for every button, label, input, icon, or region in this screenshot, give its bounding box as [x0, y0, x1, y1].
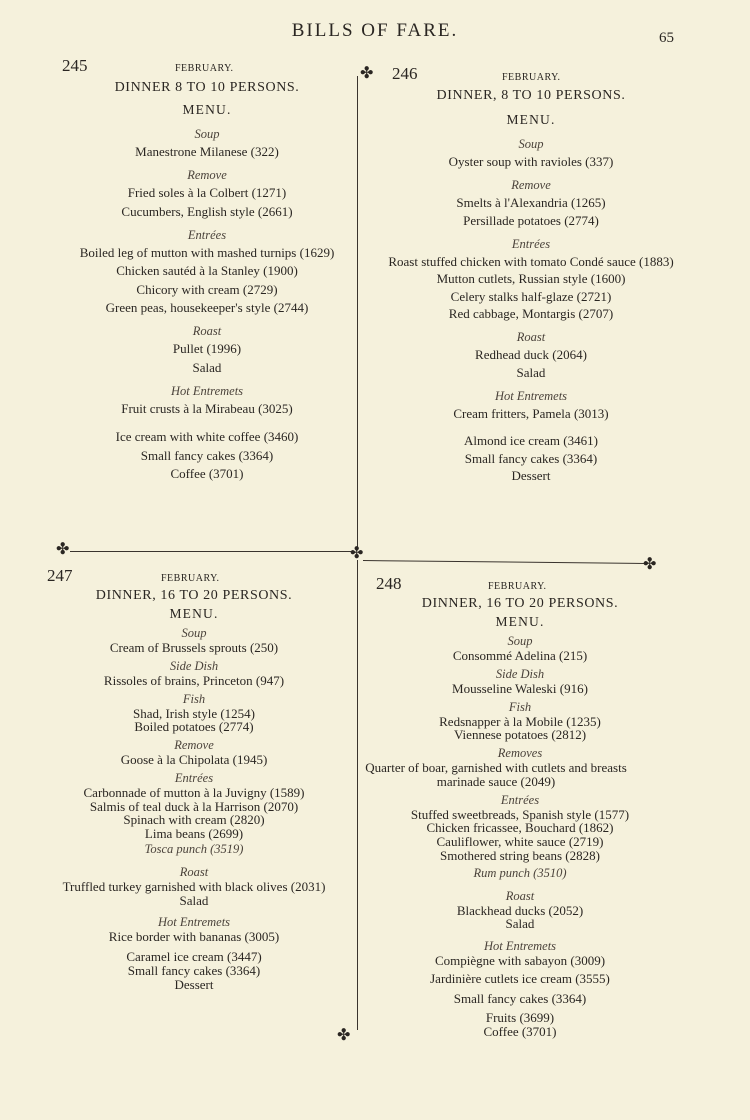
menu-item: Salad — [505, 916, 535, 932]
menu-item: Pullet (1996) — [172, 341, 242, 357]
menu-heading: MENU. — [169, 606, 219, 621]
menu-item: Fruits (3699) — [485, 1010, 555, 1026]
section-heading: Entrées — [500, 792, 540, 807]
section-heading: Roast — [516, 330, 546, 345]
horizontal-divider-left — [70, 551, 352, 552]
menu-item: Chicory with cream (2729) — [136, 281, 278, 297]
section-heading: Entrées — [174, 770, 214, 785]
bill-of-fare-247 — [35, 566, 353, 991]
section-heading: Hot Entremets — [157, 915, 231, 930]
menu-item: Manestrone Milanese (322) — [135, 144, 279, 159]
bill-month: FEBRUARY. — [175, 63, 234, 74]
menu-item: Oyster soup with ravioles (337) — [448, 154, 614, 169]
page-header: BILLS OF FARE. — [291, 20, 459, 41]
menu-item: Salad — [179, 892, 209, 908]
menu-item: Stuffed sweetbreads, Spanish style (1577) — [410, 806, 630, 822]
menu-item: Small fancy cakes (3364) — [464, 450, 598, 466]
menu-item: Coffee (3701) — [483, 1024, 557, 1040]
menu-item: Salmis of teal duck à la Harrison (2070) — [89, 798, 299, 814]
menu-item: Boiled potatoes (2774) — [134, 719, 254, 735]
menu-heading: MENU. — [495, 614, 545, 629]
menu-item: Redsnapper à la Mobile (1235) — [439, 713, 601, 729]
menu-item: Mousseline Waleski (916) — [452, 680, 588, 696]
menu-item: Quarter of boar, garnished with cutlets and breasts marinade sauce (2049) — [365, 760, 627, 789]
ornament-icon: ✤ — [350, 545, 364, 562]
menu-item: Roast stuffed chicken with tomato Condé sauce (1883) — [388, 253, 674, 269]
menu-item: Small fancy cakes (3364) — [453, 990, 587, 1006]
ornament-icon: ✤ — [337, 1027, 351, 1044]
section-heading: Tosca punch (3519) — [144, 841, 244, 856]
ornament-icon: ✤ — [643, 556, 657, 573]
section-heading: Fish — [182, 691, 206, 706]
menu-item: Truffled turkey garnished with black olives (2031) — [62, 878, 326, 894]
menu-item: Blackhead ducks (2052) — [456, 902, 584, 918]
section-heading: Entrées — [511, 236, 551, 251]
menu-item: Fried soles à la Colbert (1271) — [127, 185, 287, 201]
menu-item: Chicken sautéd à la Stanley (1900) — [116, 263, 298, 279]
ornament-icon: ✤ — [360, 65, 374, 82]
bill-month: FEBRUARY. — [502, 72, 561, 83]
menu-item: Fruit crusts à la Mirabeau (3025) — [121, 400, 293, 416]
section-heading: Roast — [192, 324, 222, 339]
menu-item: Mutton cutlets, Russian style (1600) — [436, 271, 626, 287]
menu-item: Chicken fricassee, Bouchard (1862) — [426, 820, 614, 836]
ornament-icon: ✤ — [56, 541, 70, 558]
bill-number: 246 — [392, 64, 418, 83]
menu-item: Green peas, housekeeper's style (2744) — [105, 299, 309, 315]
menu-item: Persillade potatoes (2774) — [463, 212, 599, 228]
section-heading: Hot Entremets — [483, 939, 557, 954]
bill-month: FEBRUARY. — [488, 581, 547, 592]
menu-item: Small fancy cakes (3364) — [140, 447, 274, 463]
bill-month: FEBRUARY. — [161, 573, 220, 584]
menu-heading: MENU. — [182, 102, 232, 117]
menu-item: Spinach with cream (2820) — [123, 812, 265, 828]
menu-item: Dessert — [511, 467, 551, 483]
menu-item: Cauliflower, white sauce (2719) — [436, 834, 604, 850]
section-heading: Entrées — [187, 227, 227, 242]
menu-item: Carbonnade of mutton à la Juvigny (1589) — [83, 784, 305, 800]
menu-item: Ice cream with white coffee (3460) — [115, 429, 299, 445]
menu-item: Compiègne with sabayon (3009) — [434, 953, 606, 969]
section-heading: Roast — [179, 864, 209, 879]
section-heading: Hot Entremets — [494, 388, 568, 403]
menu-item: Salad — [192, 359, 222, 375]
section-heading: Remove — [511, 178, 551, 193]
section-heading: Rum punch (3510) — [473, 865, 567, 880]
menu-item: Almond ice cream (3461) — [464, 433, 598, 449]
section-heading: Soup — [181, 626, 207, 640]
menu-item: Cream of Brussels sprouts (250) — [109, 640, 279, 655]
bill-title: DINNER, 8 TO 10 PERSONS. — [436, 88, 626, 103]
menu-item: Caramel ice cream (3447) — [126, 949, 262, 965]
menu-item: Rice border with bananas (3005) — [108, 929, 280, 945]
menu-item: Rissoles of brains, Princeton (947) — [103, 672, 285, 688]
section-heading: Hot Entremets — [170, 383, 244, 398]
section-heading: Remove — [174, 738, 214, 753]
bill-title: DINNER 8 TO 10 PERSONS. — [114, 80, 300, 95]
bill-title: DINNER, 16 TO 20 PERSONS. — [95, 588, 293, 603]
bill-number: 245 — [62, 56, 88, 75]
menu-heading: MENU. — [506, 112, 556, 127]
menu-item: Coffee (3701) — [170, 465, 244, 481]
section-heading: Soup — [194, 127, 220, 141]
menu-item: Consommé Adelina (215) — [452, 648, 588, 663]
bill-title: DINNER, 16 TO 20 PERSONS. — [421, 596, 619, 611]
menu-item: Dessert — [174, 976, 214, 992]
menu-item: Salad — [516, 364, 546, 380]
page-number: 65 — [659, 30, 674, 46]
section-heading: Remove — [187, 168, 227, 183]
horizontal-divider-right — [363, 560, 645, 564]
menu-item: Smothered string beans (2828) — [440, 847, 600, 863]
section-heading: Removes — [497, 746, 543, 761]
menu-item: Lima beans (2699) — [144, 826, 244, 842]
menu-item: Celery stalks half-glaze (2721) — [450, 288, 612, 304]
bill-of-fare-248 — [360, 574, 680, 1039]
menu-item: Boiled leg of mutton with mashed turnips (1629) — [79, 244, 335, 260]
bill-number: 247 — [47, 566, 73, 585]
menu-item: Cucumbers, English style (2661) — [121, 203, 293, 219]
menu-item: Jardinière cutlets ice cream (3555) — [430, 970, 610, 986]
menu-item: Smelts à l'Alexandria (1265) — [456, 195, 606, 211]
section-heading: Soup — [507, 634, 533, 648]
menu-item: Cream fritters, Pamela (3013) — [453, 405, 609, 421]
vertical-divider-bottom — [357, 560, 358, 1030]
menu-item: Viennese potatoes (2812) — [453, 727, 587, 743]
bill-of-fare-245 — [42, 56, 372, 484]
section-heading: Side Dish — [169, 658, 219, 673]
menu-item: Redhead duck (2064) — [475, 347, 587, 363]
menu-item: Shad, Irish style (1254) — [132, 705, 256, 721]
section-heading: Soup — [518, 137, 544, 151]
section-heading: Roast — [505, 888, 535, 903]
bill-of-fare-246 — [372, 64, 690, 485]
section-heading: Fish — [508, 699, 532, 714]
menu-item: Small fancy cakes (3364) — [127, 962, 261, 978]
menu-item: Goose à la Chipolata (1945) — [120, 752, 268, 768]
menu-item: Red cabbage, Montargis (2707) — [448, 305, 614, 321]
bill-number: 248 — [376, 574, 402, 593]
section-heading: Side Dish — [495, 666, 545, 681]
